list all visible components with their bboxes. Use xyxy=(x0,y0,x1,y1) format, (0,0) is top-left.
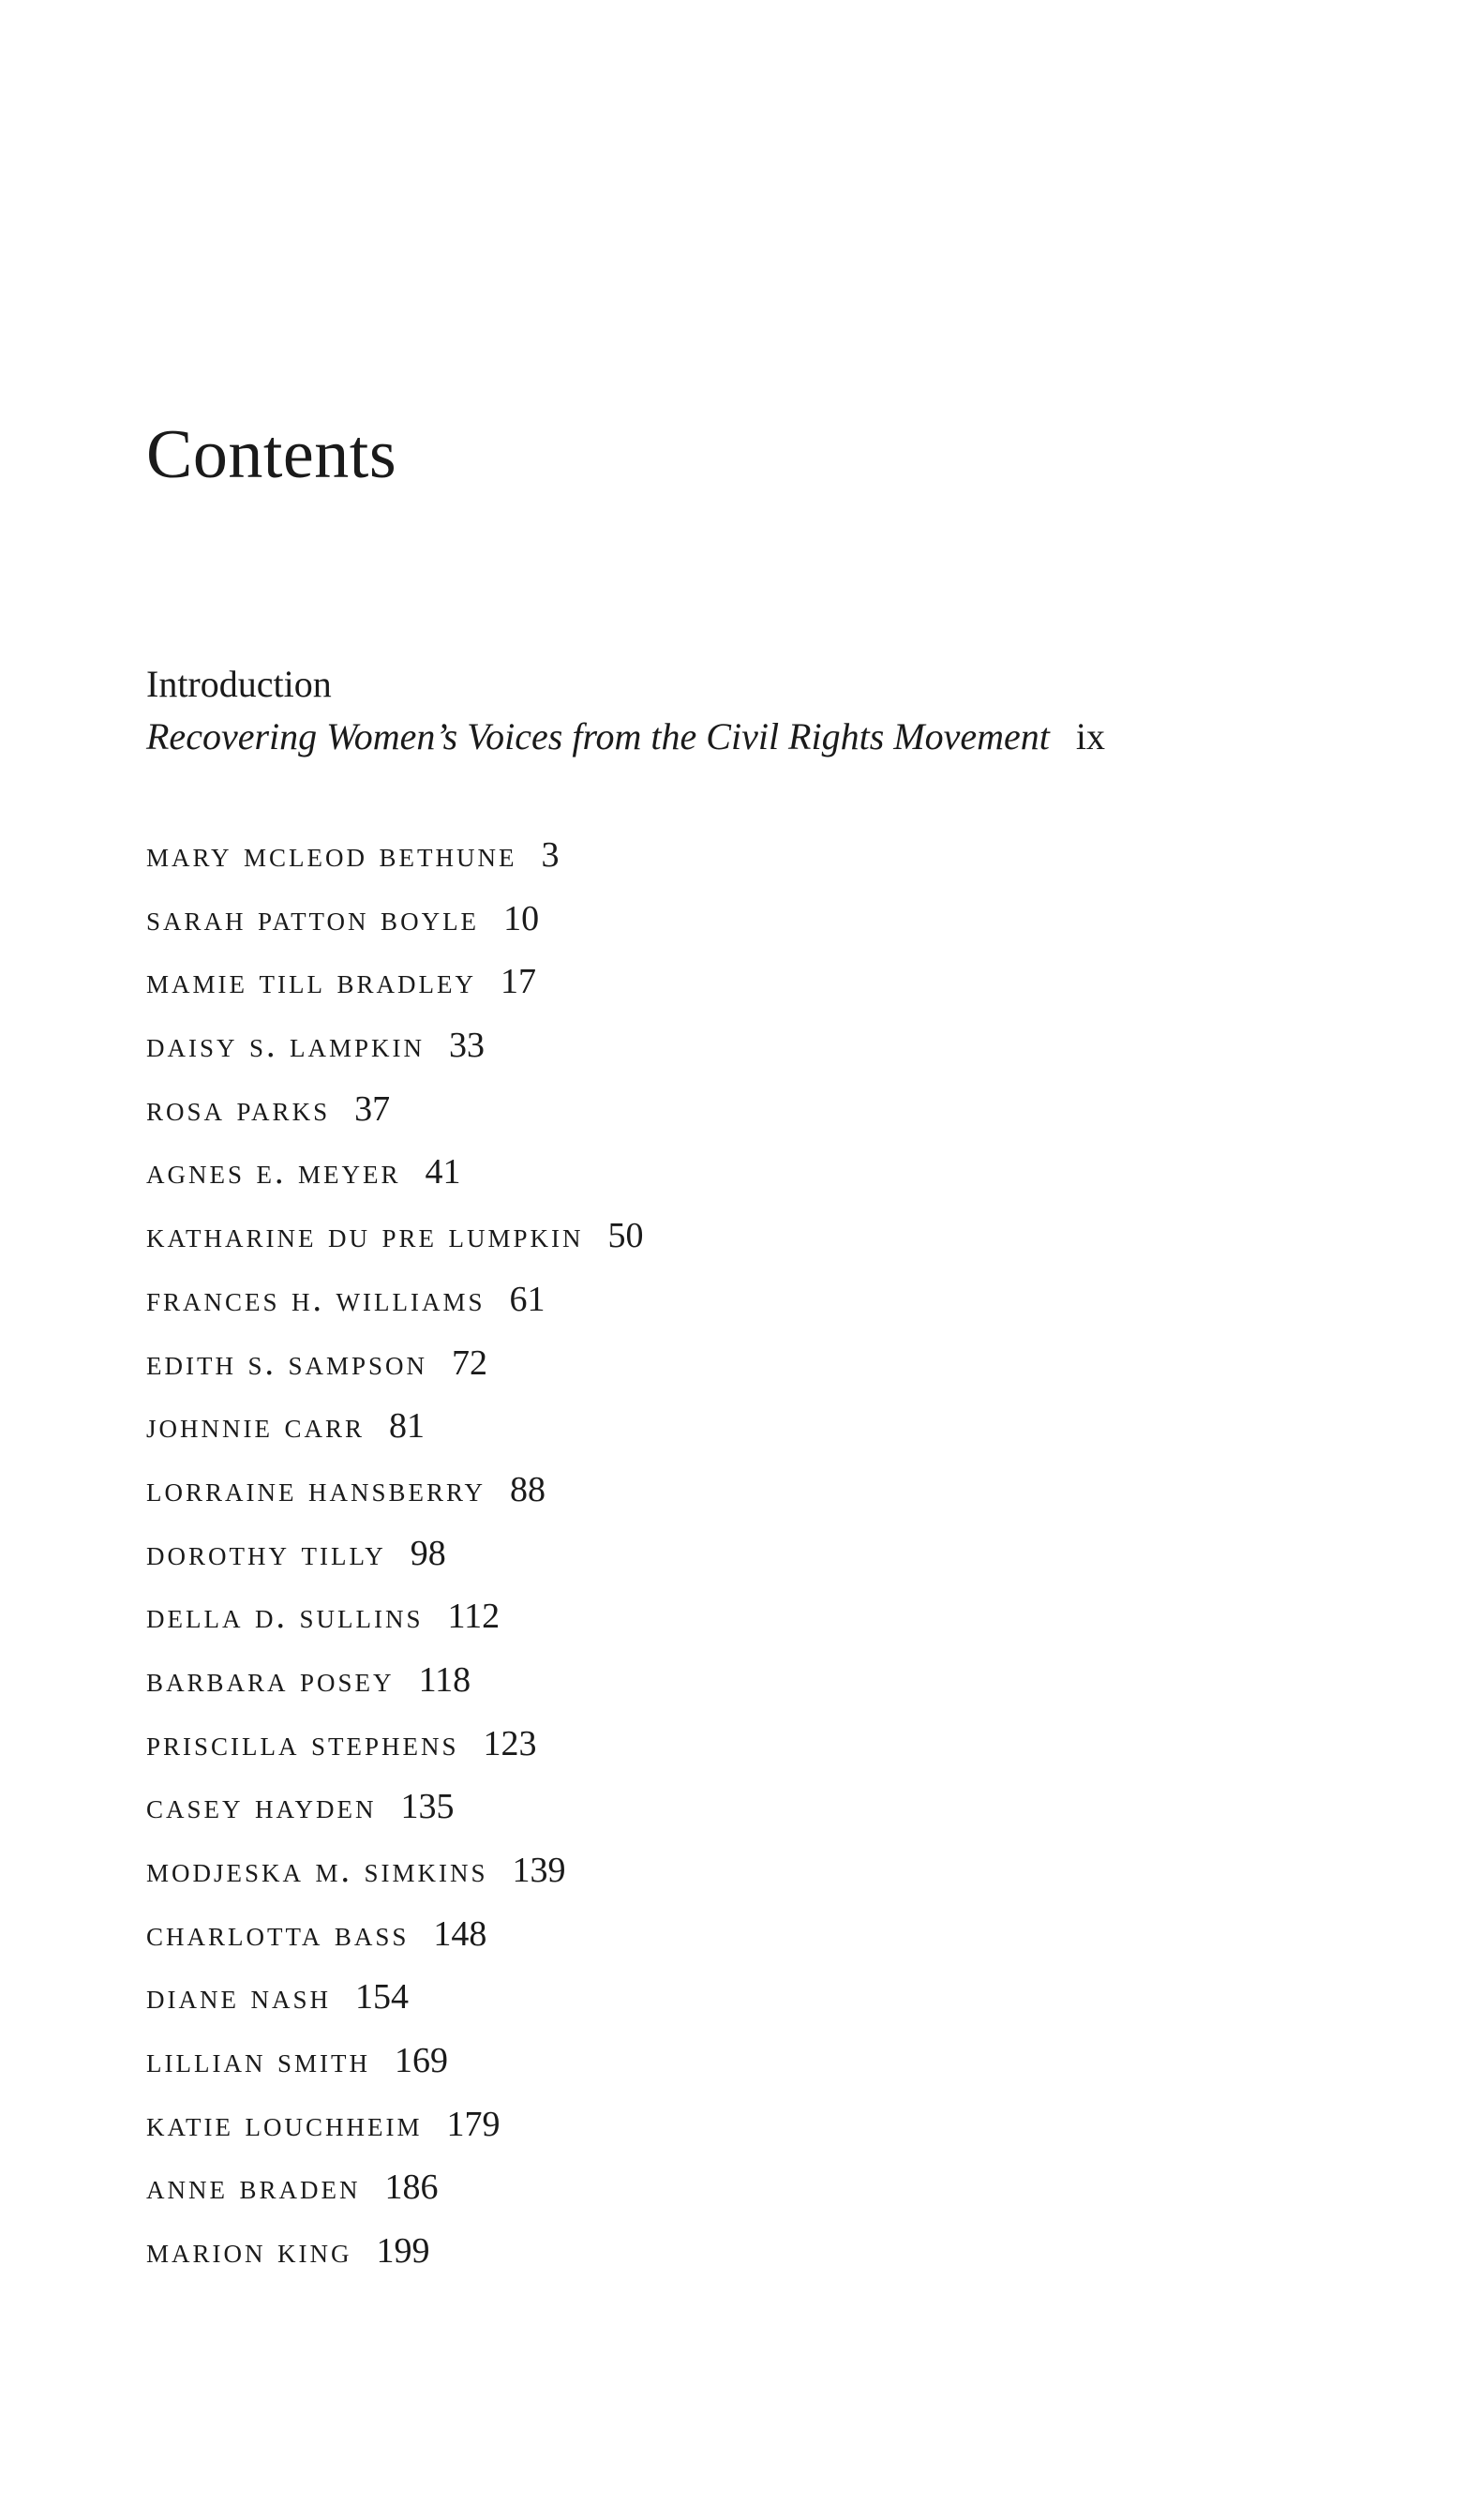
contents-entry xyxy=(146,1535,644,1598)
entry-name: anne braden xyxy=(146,2168,361,2208)
contents-entry xyxy=(146,1027,644,1090)
entry-name: lorraine hansberry xyxy=(146,1469,486,1509)
entry-name: sarah patton boyle xyxy=(146,898,480,938)
entry-page-number: 10 xyxy=(503,898,540,938)
entry-name: katharine du pre lumpkin xyxy=(146,1216,584,1256)
entry-name: barbara posey xyxy=(146,1659,395,1700)
entry-page-number: 3 xyxy=(541,835,560,875)
entry-page-number: 186 xyxy=(384,2168,439,2208)
contents-entry xyxy=(146,1598,644,1661)
entry-page-number: 154 xyxy=(355,1977,409,2018)
contents-entry xyxy=(146,1281,644,1344)
entry-name: lillian smith xyxy=(146,2041,370,2081)
entry-page-number: 98 xyxy=(410,1533,446,1573)
entry-page-number: 88 xyxy=(510,1469,546,1509)
entry-page-number: 81 xyxy=(389,1406,426,1447)
entry-name: modjeska m. simkins xyxy=(146,1851,488,1890)
entry-name: diane nash xyxy=(146,1977,331,2018)
contents-entry xyxy=(146,2232,644,2296)
contents-entry xyxy=(146,1153,644,1217)
entry-name: daisy s. lampkin xyxy=(146,1026,426,1066)
entry-page-number: 148 xyxy=(433,1913,487,1954)
entry-page-number: 41 xyxy=(425,1152,461,1192)
contents-entry xyxy=(146,1090,644,1154)
contents-entry xyxy=(146,2106,644,2169)
entry-name: edith s. sampson xyxy=(146,1342,428,1383)
entry-page-number: 179 xyxy=(446,2104,501,2144)
entry-name: priscilla stephens xyxy=(146,1723,459,1763)
introduction-heading: Introduction xyxy=(146,663,332,705)
entry-page-number: 123 xyxy=(483,1723,537,1763)
contents-entry xyxy=(146,2042,644,2106)
entry-page-number: 199 xyxy=(376,2231,430,2272)
introduction-page-number: ix xyxy=(1075,715,1105,758)
entry-name: della d. sullins xyxy=(146,1597,424,1637)
introduction-entry xyxy=(146,658,1105,763)
entry-name: marion king xyxy=(146,2231,352,2272)
introduction-subtitle-line xyxy=(146,711,1105,763)
entry-page-number: 50 xyxy=(607,1216,644,1256)
page-title: Contents xyxy=(146,416,397,493)
entry-page-number: 17 xyxy=(500,962,536,1002)
entry-page-number: 33 xyxy=(449,1026,486,1066)
entry-name: katie louchheim xyxy=(146,2104,423,2144)
entry-name: casey hayden xyxy=(146,1787,377,1827)
contents-entry xyxy=(146,836,644,900)
entry-name: charlotta bass xyxy=(146,1913,410,1954)
entry-page-number: 72 xyxy=(452,1342,488,1383)
contents-entry xyxy=(146,963,644,1027)
entry-name: rosa parks xyxy=(146,1088,331,1129)
contents-entry xyxy=(146,1725,644,1789)
entry-page-number: 139 xyxy=(512,1851,566,1890)
entry-name: frances h. williams xyxy=(146,1279,486,1319)
entry-page-number: 61 xyxy=(509,1279,546,1319)
contents-entry xyxy=(146,1407,644,1471)
contents-entry xyxy=(146,900,644,964)
entry-name: agnes e. meyer xyxy=(146,1152,401,1192)
entry-page-number: 112 xyxy=(447,1597,501,1637)
contents-entry xyxy=(146,1661,644,1725)
entry-name: mamie till bradley xyxy=(146,962,476,1002)
entry-page-number: 118 xyxy=(418,1659,471,1700)
contents-entry xyxy=(146,1217,644,1281)
entry-page-number: 135 xyxy=(400,1787,455,1827)
contents-entry xyxy=(146,1471,644,1535)
entry-page-number: 169 xyxy=(394,2041,448,2081)
entry-name: mary mcleod bethune xyxy=(146,835,517,875)
contents-entry xyxy=(146,1978,644,2042)
contents-list xyxy=(146,836,644,2296)
entry-name: dorothy tilly xyxy=(146,1533,386,1573)
entry-name: johnnie carr xyxy=(146,1406,366,1447)
contents-entry xyxy=(146,2168,644,2232)
introduction-subtitle: Recovering Women’s Voices from the Civil Rights Movement xyxy=(146,715,1050,758)
contents-entry xyxy=(146,1788,644,1852)
entry-page-number: 37 xyxy=(354,1088,391,1129)
contents-entry xyxy=(146,1344,644,1408)
contents-entry xyxy=(146,1852,644,1915)
contents-entry xyxy=(146,1915,644,1979)
